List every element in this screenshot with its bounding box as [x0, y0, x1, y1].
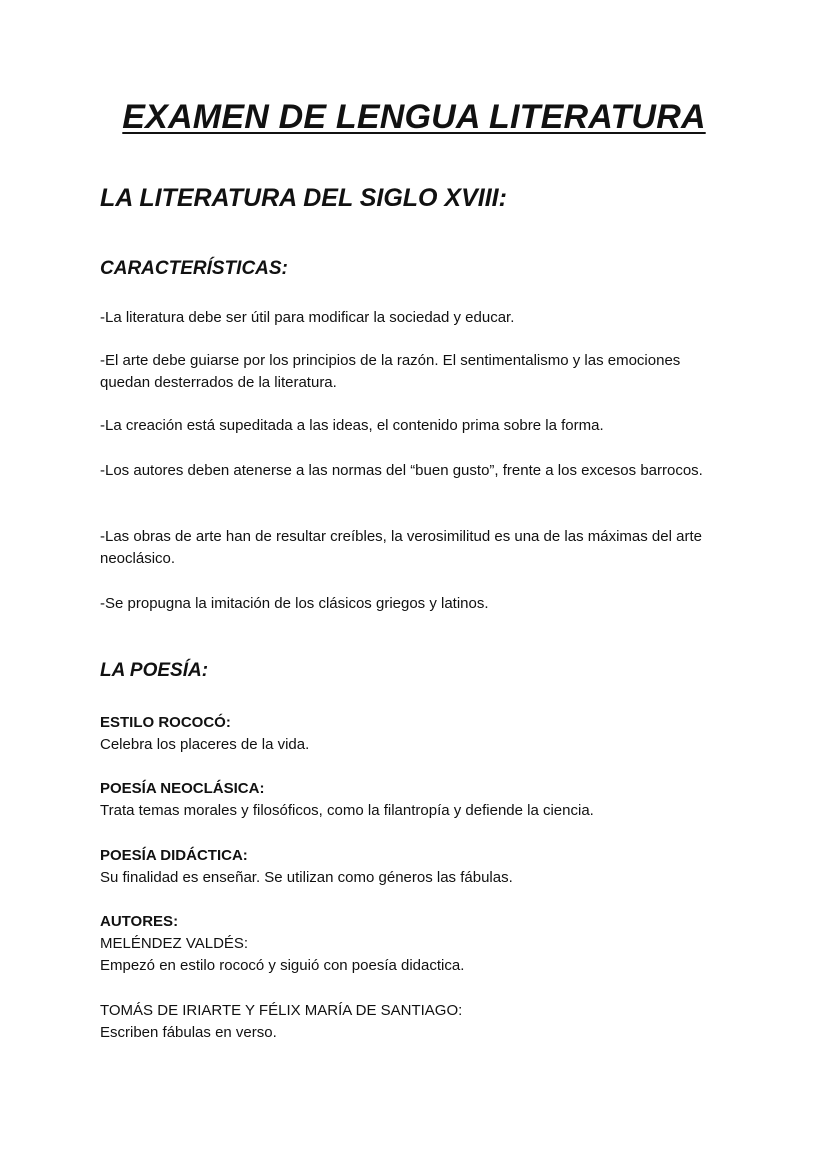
- characteristic-item: -Los autores deben atenerse a las normas del “buen gusto”, frente a los excesos barrocos.: [100, 462, 703, 479]
- characteristic-item: -El arte debe guiarse por los principios de la razón. El sentimentalismo y las emociones quedan desterrados de la literatura.: [100, 352, 681, 391]
- style-description: Celebra los placeres de la vida.: [100, 736, 310, 753]
- style-description: Su finalidad es enseñar. Se utilizan como géneros las fábulas.: [100, 869, 513, 886]
- document-title: EXAMEN DE LENGUA LITERATURA: [122, 98, 706, 136]
- style-label: POESÍA NEOCLÁSICA:: [100, 780, 265, 797]
- characteristic-item: -La literatura debe ser útil para modificar la sociedad y educar.: [100, 309, 515, 326]
- characteristics-heading: CARACTERÍSTICAS:: [100, 258, 288, 279]
- characteristic-item: -La creación está supeditada a las ideas, el contenido prima sobre la forma.: [100, 417, 604, 434]
- style-label: POESÍA DIDÁCTICA:: [100, 847, 248, 864]
- authors-label: AUTORES:: [100, 913, 179, 930]
- author-name: TOMÁS DE IRIARTE Y FÉLIX MARÍA DE SANTIAGO:: [100, 1002, 463, 1019]
- style-label: ESTILO ROCOCÓ:: [100, 714, 231, 731]
- author-description: Empezó en estilo rococó y siguió con poesía didactica.: [100, 957, 465, 974]
- author-name: MELÉNDEZ VALDÉS:: [100, 935, 249, 952]
- author-description: Escriben fábulas en verso.: [100, 1024, 277, 1041]
- section-title: LA LITERATURA DEL SIGLO XVIII:: [100, 184, 507, 212]
- characteristic-item: -Las obras de arte han de resultar creíbles, la verosimilitud es una de las máximas del arte neoclásico.: [100, 528, 702, 567]
- poetry-heading: LA POESÍA:: [100, 660, 209, 681]
- style-description: Trata temas morales y filosóficos, como la filantropía y defiende la ciencia.: [100, 802, 594, 819]
- characteristic-item: -Se propugna la imitación de los clásicos griegos y latinos.: [100, 595, 489, 612]
